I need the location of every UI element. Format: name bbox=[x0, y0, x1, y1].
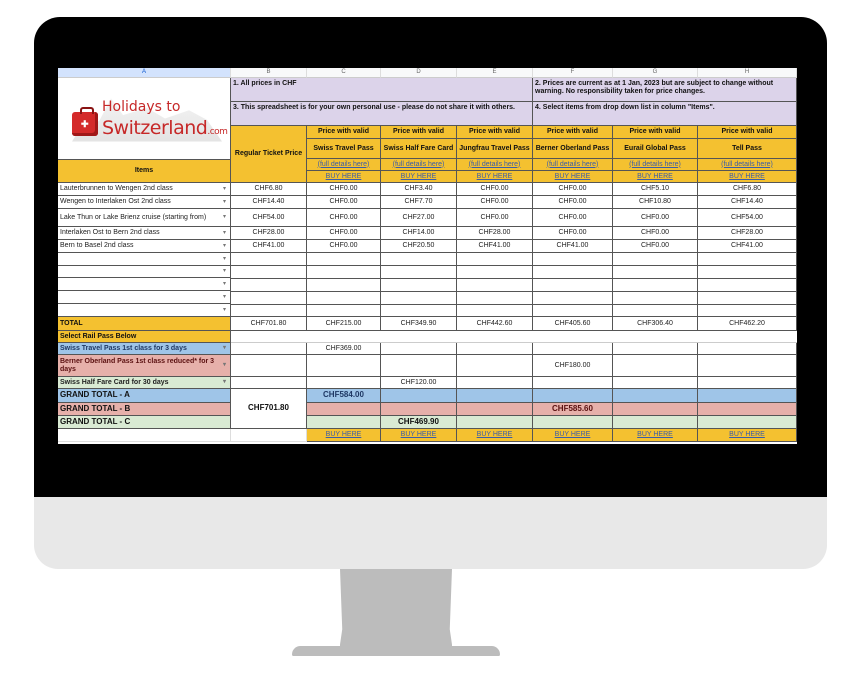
rail-pass-2-value: CHF180.00 bbox=[533, 355, 613, 377]
empty-grid-h bbox=[698, 253, 797, 317]
item-select-2[interactable]: Wengen to Interlaken Ost 2nd class ▾ bbox=[58, 196, 231, 209]
pass-name-berner-oberland: Berner Oberland Pass bbox=[533, 139, 613, 159]
dropdown-arrow-icon[interactable]: ▾ bbox=[222, 185, 226, 192]
item-5-f: CHF41.00 bbox=[533, 240, 613, 253]
item-1-regular: CHF6.80 bbox=[231, 183, 307, 196]
select-rail-spacer bbox=[231, 331, 797, 343]
rail-pass-1-b bbox=[231, 343, 307, 355]
item-1-c: CHF0.00 bbox=[307, 183, 381, 196]
total-label: TOTAL bbox=[58, 317, 231, 331]
column-header-f[interactable]: F bbox=[533, 68, 613, 78]
column-header-a[interactable]: A bbox=[58, 68, 231, 78]
dropdown-arrow-icon[interactable]: ▾ bbox=[222, 214, 226, 221]
monitor-chin bbox=[34, 497, 827, 569]
buy-here-top-c[interactable]: BUY HERE bbox=[307, 171, 381, 183]
suitcase-icon bbox=[72, 112, 98, 136]
logo-text-line2: Switzerland.com bbox=[102, 116, 228, 139]
items-header: Items bbox=[58, 160, 231, 183]
item-5-c: CHF0.00 bbox=[307, 240, 381, 253]
price-with-valid-f: Price with valid bbox=[533, 126, 613, 139]
rail-pass-3-value: CHF120.00 bbox=[381, 377, 457, 389]
rail-pass-1-g bbox=[613, 343, 698, 355]
item-3-g: CHF0.00 bbox=[613, 209, 698, 227]
item-select-5[interactable]: Bern to Basel 2nd class ▾ bbox=[58, 240, 231, 253]
rail-pass-select-1[interactable]: Swiss Travel Pass 1st class for 3 days ▾ bbox=[58, 343, 231, 355]
price-with-valid-g: Price with valid bbox=[613, 126, 698, 139]
buy-here-top-e[interactable]: BUY HERE bbox=[457, 171, 533, 183]
spreadsheet bbox=[58, 68, 797, 444]
item-2-e: CHF0.00 bbox=[457, 196, 533, 209]
buy-here-top-g[interactable]: BUY HERE bbox=[613, 171, 698, 183]
grand-total-b-e bbox=[457, 403, 533, 416]
empty-grid-d bbox=[381, 253, 457, 317]
regular-ticket-price-header: Regular Ticket Price bbox=[231, 126, 307, 183]
bottom-empty-a bbox=[58, 429, 231, 442]
total-e: CHF442.60 bbox=[457, 317, 533, 331]
rail-pass-select-3[interactable]: Swiss Half Fare Card for 30 days ▾ bbox=[58, 377, 231, 389]
item-2-c: CHF0.00 bbox=[307, 196, 381, 209]
item-select-empty[interactable] bbox=[58, 304, 231, 317]
item-4-d: CHF14.00 bbox=[381, 227, 457, 240]
dropdown-arrow-icon[interactable]: ▾ bbox=[222, 198, 226, 205]
item-select-empty[interactable] bbox=[58, 253, 231, 266]
pass-name-eurail: Eurail Global Pass bbox=[613, 139, 698, 159]
buy-here-top-f[interactable]: BUY HERE bbox=[533, 171, 613, 183]
item-4-c: CHF0.00 bbox=[307, 227, 381, 240]
column-header-d[interactable]: D bbox=[381, 68, 457, 78]
logo-text-line1: Holidays to bbox=[102, 98, 181, 115]
logo-cell bbox=[58, 78, 231, 160]
column-header-e[interactable]: E bbox=[457, 68, 533, 78]
rail-pass-3-b bbox=[231, 377, 307, 389]
item-3-h: CHF54.00 bbox=[698, 209, 797, 227]
grand-total-a-value: CHF584.00 bbox=[307, 389, 381, 403]
dropdown-arrow-icon[interactable]: ▾ bbox=[222, 229, 226, 236]
swiss-cross-icon: ✚ bbox=[81, 118, 89, 129]
item-5-regular: CHF41.00 bbox=[231, 240, 307, 253]
column-header-h[interactable]: H bbox=[698, 68, 797, 78]
note-4: 4. Select items from drop down list in column "Items". bbox=[533, 102, 797, 126]
rail-pass-1-h bbox=[698, 343, 797, 355]
column-header-b[interactable]: B bbox=[231, 68, 307, 78]
empty-grid-b bbox=[231, 253, 307, 317]
note-2: 2. Prices are current as at 1 Jan, 2023 but are subject to change without warning. No responsibility taken for price changes. bbox=[533, 78, 797, 102]
rail-pass-1-f bbox=[533, 343, 613, 355]
item-2-d: CHF7.70 bbox=[381, 196, 457, 209]
item-2-g: CHF10.80 bbox=[613, 196, 698, 209]
pass-name-half-fare: Swiss Half Fare Card bbox=[381, 139, 457, 159]
item-select-empty[interactable] bbox=[58, 278, 231, 291]
empty-grid-c bbox=[307, 253, 381, 317]
total-regular: CHF701.80 bbox=[231, 317, 307, 331]
item-1-f: CHF0.00 bbox=[533, 183, 613, 196]
grand-total-c-value: CHF469.90 bbox=[381, 416, 457, 429]
price-with-valid-d: Price with valid bbox=[381, 126, 457, 139]
details-link-g[interactable]: (full details here) bbox=[613, 159, 698, 171]
grand-total-a-f bbox=[533, 389, 613, 403]
grand-total-b-h bbox=[698, 403, 797, 416]
rail-pass-3-e bbox=[457, 377, 533, 389]
dropdown-arrow-icon[interactable]: ▾ bbox=[222, 306, 226, 313]
item-1-d: CHF3.40 bbox=[381, 183, 457, 196]
buy-here-bottom-c[interactable]: BUY HERE bbox=[307, 429, 381, 442]
buy-here-bottom-h[interactable]: BUY HERE bbox=[698, 429, 797, 442]
grand-total-c-label: GRAND TOTAL - C bbox=[58, 416, 231, 429]
empty-grid-e bbox=[457, 253, 533, 317]
buy-here-bottom-e[interactable]: BUY HERE bbox=[457, 429, 533, 442]
rail-pass-1-e bbox=[457, 343, 533, 355]
total-f: CHF405.60 bbox=[533, 317, 613, 331]
grand-total-c-h bbox=[698, 416, 797, 429]
item-3-f: CHF0.00 bbox=[533, 209, 613, 227]
price-with-valid-h: Price with valid bbox=[698, 126, 797, 139]
item-select-empty[interactable] bbox=[58, 266, 231, 278]
monitor-stand bbox=[340, 569, 452, 655]
buy-here-bottom-d[interactable]: BUY HERE bbox=[381, 429, 457, 442]
item-select-1[interactable]: Lauterbrunnen to Wengen 2nd class ▾ bbox=[58, 183, 231, 196]
rail-pass-3-h bbox=[698, 377, 797, 389]
dropdown-arrow-icon[interactable]: ▾ bbox=[222, 268, 226, 275]
dropdown-arrow-icon[interactable]: ▾ bbox=[222, 255, 226, 262]
price-with-valid-e: Price with valid bbox=[457, 126, 533, 139]
monitor-foot bbox=[292, 646, 500, 656]
column-header-c[interactable]: C bbox=[307, 68, 381, 78]
pass-name-jungfrau: Jungfrau Travel Pass bbox=[457, 139, 533, 159]
rail-pass-2-d bbox=[381, 355, 457, 377]
grand-total-c-f bbox=[533, 416, 613, 429]
item-4-f: CHF0.00 bbox=[533, 227, 613, 240]
item-4-regular: CHF28.00 bbox=[231, 227, 307, 240]
buy-here-top-h[interactable]: BUY HERE bbox=[698, 171, 797, 183]
rail-pass-2-g bbox=[613, 355, 698, 377]
dropdown-arrow-icon[interactable]: ▾ bbox=[222, 345, 226, 352]
buy-here-bottom-g[interactable]: BUY HERE bbox=[613, 429, 698, 442]
grand-total-b-c bbox=[307, 403, 381, 416]
column-header-g[interactable]: G bbox=[613, 68, 698, 78]
grand-total-a-h bbox=[698, 389, 797, 403]
dropdown-arrow-icon[interactable]: ▾ bbox=[222, 280, 226, 287]
item-2-regular: CHF14.40 bbox=[231, 196, 307, 209]
dropdown-arrow-icon[interactable]: ▾ bbox=[222, 379, 226, 386]
grand-total-b-g bbox=[613, 403, 698, 416]
empty-grid-f bbox=[533, 253, 613, 317]
price-with-valid-c: Price with valid bbox=[307, 126, 381, 139]
details-link-e[interactable]: (full details here) bbox=[457, 159, 533, 171]
grand-total-a-g bbox=[613, 389, 698, 403]
dropdown-arrow-icon[interactable]: ▾ bbox=[222, 242, 226, 249]
grand-total-c-g bbox=[613, 416, 698, 429]
dropdown-arrow-icon[interactable]: ▾ bbox=[222, 293, 226, 300]
item-3-regular: CHF54.00 bbox=[231, 209, 307, 227]
item-3-e: CHF0.00 bbox=[457, 209, 533, 227]
item-select-3[interactable]: Lake Thun or Lake Brienz cruise (starting from) ▾ bbox=[58, 209, 231, 227]
buy-here-bottom-f[interactable]: BUY HERE bbox=[533, 429, 613, 442]
item-5-h: CHF41.00 bbox=[698, 240, 797, 253]
rail-pass-select-2[interactable]: Berner Oberland Pass 1st class reduced* for 3 days ▾ bbox=[58, 355, 231, 377]
bottom-empty-b bbox=[231, 429, 307, 442]
rail-pass-1-d bbox=[381, 343, 457, 355]
item-select-4[interactable]: Interlaken Ost to Bern 2nd class ▾ bbox=[58, 227, 231, 240]
dropdown-arrow-icon[interactable]: ▾ bbox=[222, 362, 226, 369]
total-c: CHF215.00 bbox=[307, 317, 381, 331]
item-2-f: CHF0.00 bbox=[533, 196, 613, 209]
total-g: CHF306.40 bbox=[613, 317, 698, 331]
item-1-h: CHF6.80 bbox=[698, 183, 797, 196]
item-4-e: CHF28.00 bbox=[457, 227, 533, 240]
grand-total-b-label: GRAND TOTAL - B bbox=[58, 403, 231, 416]
rail-pass-2-c bbox=[307, 355, 381, 377]
item-1-g: CHF5.10 bbox=[613, 183, 698, 196]
item-5-g: CHF0.00 bbox=[613, 240, 698, 253]
grand-total-a-d bbox=[381, 389, 457, 403]
details-link-h[interactable]: (full details here) bbox=[698, 159, 797, 171]
grand-total-c-c bbox=[307, 416, 381, 429]
rail-pass-3-g bbox=[613, 377, 698, 389]
grand-total-b-value: CHF585.60 bbox=[533, 403, 613, 416]
item-4-h: CHF28.00 bbox=[698, 227, 797, 240]
details-link-c[interactable]: (full details here) bbox=[307, 159, 381, 171]
grand-total-a-e bbox=[457, 389, 533, 403]
item-3-c: CHF0.00 bbox=[307, 209, 381, 227]
total-d: CHF349.90 bbox=[381, 317, 457, 331]
rail-pass-1-value: CHF369.00 bbox=[307, 343, 381, 355]
grand-total-c-e bbox=[457, 416, 533, 429]
details-link-d[interactable]: (full details here) bbox=[381, 159, 457, 171]
item-4-g: CHF0.00 bbox=[613, 227, 698, 240]
pass-name-swiss-travel: Swiss Travel Pass bbox=[307, 139, 381, 159]
rail-pass-2-h bbox=[698, 355, 797, 377]
note-1: 1. All prices in CHF bbox=[231, 78, 533, 102]
pass-name-tell: Tell Pass bbox=[698, 139, 797, 159]
grand-total-b-d bbox=[381, 403, 457, 416]
item-5-e: CHF41.00 bbox=[457, 240, 533, 253]
rail-pass-3-c bbox=[307, 377, 381, 389]
grand-total-regular: CHF701.80 bbox=[231, 389, 307, 429]
item-1-e: CHF0.00 bbox=[457, 183, 533, 196]
select-rail-pass-label: Select Rail Pass Below bbox=[58, 331, 231, 343]
item-5-d: CHF20.50 bbox=[381, 240, 457, 253]
rail-pass-3-f bbox=[533, 377, 613, 389]
note-3: 3. This spreadsheet is for your own personal use - please do not share it with others. bbox=[231, 102, 533, 126]
rail-pass-2-e bbox=[457, 355, 533, 377]
item-3-d: CHF27.00 bbox=[381, 209, 457, 227]
grand-total-a-label: GRAND TOTAL - A bbox=[58, 389, 231, 403]
item-2-h: CHF14.40 bbox=[698, 196, 797, 209]
buy-here-top-d[interactable]: BUY HERE bbox=[381, 171, 457, 183]
holidays-to-switzerland-logo bbox=[64, 88, 228, 150]
details-link-f[interactable]: (full details here) bbox=[533, 159, 613, 171]
rail-pass-2-b bbox=[231, 355, 307, 377]
empty-grid-g bbox=[613, 253, 698, 317]
item-select-empty[interactable] bbox=[58, 291, 231, 304]
total-h: CHF462.20 bbox=[698, 317, 797, 331]
